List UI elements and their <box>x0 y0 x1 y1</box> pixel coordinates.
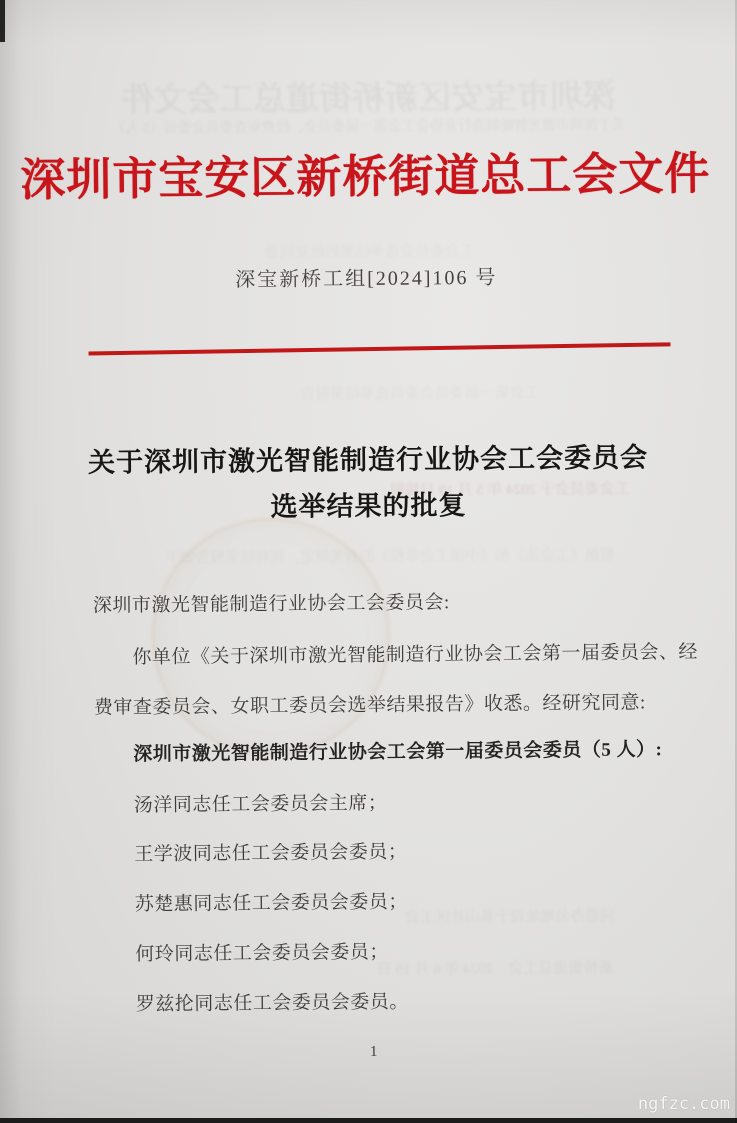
appointment-item: 汤洋同志任工会委员会主席； <box>133 792 388 817</box>
scan-edge-artifact <box>0 0 5 42</box>
appointment-item: 何玲同志任工会委员会委员； <box>135 941 389 966</box>
document-title-line1: 关于深圳市激光智能制造行业协会工会委员会 <box>87 442 649 478</box>
bleedthrough-text: 工会委员会于 2024 年 5 月 19 日按照 <box>389 481 631 499</box>
bleedthrough-text: 工会第一届委员会委员选举结果报告 <box>299 385 541 403</box>
committee-list-heading: 深圳市激光智能制造行业协会工会第一届委员会委员（5 人）: <box>133 739 663 766</box>
bleedthrough-text: 深圳市宝安区新桥街道总工会文件 <box>120 79 617 119</box>
site-watermark: ngfzc.com <box>637 1094 730 1114</box>
letterhead-org-title: 深圳市宝安区新桥街道总工会文件 <box>20 148 711 206</box>
bleedthrough-text: 工会委员会选举结果的批复同意 <box>264 243 476 261</box>
page-number: 1 <box>369 1043 378 1061</box>
document-title-line2: 选举结果的批复 <box>270 490 467 522</box>
appointment-item: 罗兹抡同志任工会委员会委员。 <box>135 991 409 1016</box>
appointment-item: 王学波同志任工会委员会委员； <box>134 841 408 866</box>
document-number: 深宝新桥工组[2024]106 号 <box>235 266 498 292</box>
bleedthrough-text: 同意办公地址设于基山社区工会 <box>404 908 616 926</box>
paragraph-line: 费审查委员会、女职工委员会选举结果报告》收悉。经研究同意: <box>93 692 646 719</box>
bleedthrough-text: 新桥街道总工会 2024 年 6 月 19 日 <box>376 960 614 978</box>
appointment-item: 苏楚惠同志任工会委员会委员； <box>134 891 408 916</box>
bleedthrough-text: 根据《工会法》和《中国工会章程》的有关规定，现将结果报告如下 <box>164 547 616 567</box>
scan-edge-artifact <box>0 1118 737 1123</box>
salutation: 深圳市激光智能制造行业协会工会委员会: <box>92 592 450 617</box>
red-separator-rule <box>89 342 671 355</box>
bleedthrough-text: 关于深圳市激光智能制造行业协会工会第一届委员会、经费审查委员会委员（5 人） <box>111 118 626 137</box>
paragraph-line: 你单位《关于深圳市激光智能制造行业协会工会第一届委员会、经 <box>132 641 699 669</box>
